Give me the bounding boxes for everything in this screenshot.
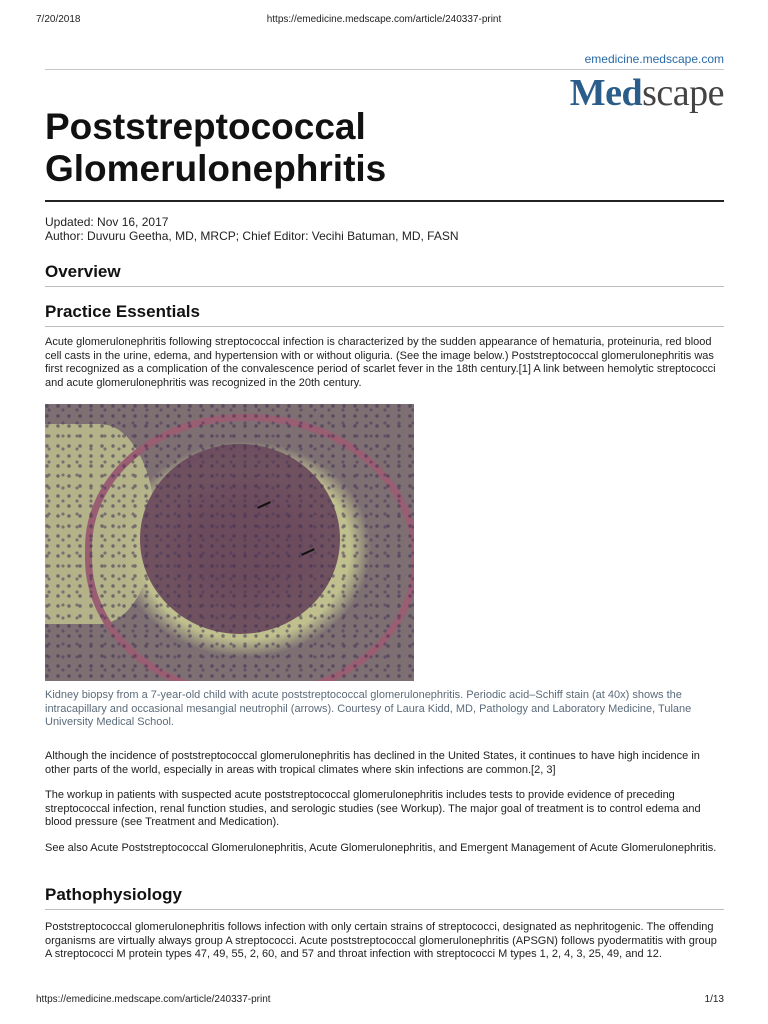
updated-date: Updated: Nov 16, 2017 <box>45 215 169 229</box>
practice-essentials-heading: Practice Essentials <box>45 302 724 327</box>
print-date: 7/20/2018 <box>36 14 81 25</box>
site-url-link[interactable]: emedicine.medscape.com <box>584 52 724 66</box>
title-divider <box>45 200 724 202</box>
pathophysiology-heading: Pathophysiology <box>45 885 724 910</box>
figure-caption: Kidney biopsy from a 7-year-old child with acute poststreptococcal glomerulonephritis. Periodic acid–Schiff stain (at 40x) shows the intracapillary and occasional mesangial neutrophil (arrows). Courtesy of Laura Kidd, MD, Pathology and Laboratory Medicine, Tulane University Medical School. <box>45 689 692 728</box>
author-line: Author: Duvuru Geetha, MD, MRCP; Chief Editor: Vecihi Batuman, MD, FASN <box>45 229 459 243</box>
cell-nuclei-texture <box>45 404 414 681</box>
workup-paragraph: The workup in patients with suspected acute poststreptococcal glomerulonephritis includes tests to provide evidence of preceding streptococcal infection, renal function studies, and serologic studies (see Workup). The major goal of treatment is to control edema and blood pressure (see Treatment and Medication). <box>45 789 701 828</box>
header-divider <box>45 69 724 70</box>
print-footer-url: https://emedicine.medscape.com/article/240337-print <box>36 994 271 1005</box>
see-also-paragraph: See also Acute Poststreptococcal Glomerulonephritis, Acute Glomerulonephritis, and Emergent Management of Acute Glomerulonephritis. <box>45 842 717 854</box>
medscape-logo[interactable] <box>570 74 724 112</box>
print-header <box>36 14 732 28</box>
article-meta <box>45 215 724 243</box>
pathophysiology-paragraph: Poststreptococcal glomerulonephritis follows infection with only certain strains of streptococci, designated as nephritogenic. The offending organisms are virtually always group A streptococci. Acute poststreptococcal glomerulonephritis (APSGN) follows pyodermatitis with group A streptococci M protein types 47, 49, 55, 2, 60, and 57 and throat infection with streptococci M types 1, 2, 4, 3, 25, 49, and 12. <box>45 921 717 960</box>
overview-heading: Overview <box>45 262 724 287</box>
article-title: Poststreptococcal Glomerulonephritis <box>45 106 387 189</box>
incidence-paragraph: Although the incidence of poststreptococcal glomerulonephritis has declined in the United States, it continues to have high incidence in other parts of the world, especially in areas with tropical climates where skin infections are common.[2, 3] <box>45 750 700 776</box>
kidney-biopsy-image[interactable] <box>45 404 414 681</box>
page-number: 1/13 <box>704 994 724 1005</box>
print-footer <box>36 994 724 1008</box>
logo-scape: scape <box>642 72 724 114</box>
print-header-url: https://emedicine.medscape.com/article/240337-print <box>266 14 502 25</box>
intro-paragraph: Acute glomerulonephritis following streptococcal infection is characterized by the sudden appearance of hematuria, proteinuria, red blood cell casts in the urine, edema, and hypertension with or without oliguria. (See the image below.) Poststreptococcal glomerulonephritis was first recognized as a complication of the convalescence period of scarlet fever in the 18th century.[1] A link between hemolytic streptococci and acute glomerulonephritis was recognized in the 20th century. <box>45 336 716 389</box>
logo-med: Med <box>569 72 643 114</box>
